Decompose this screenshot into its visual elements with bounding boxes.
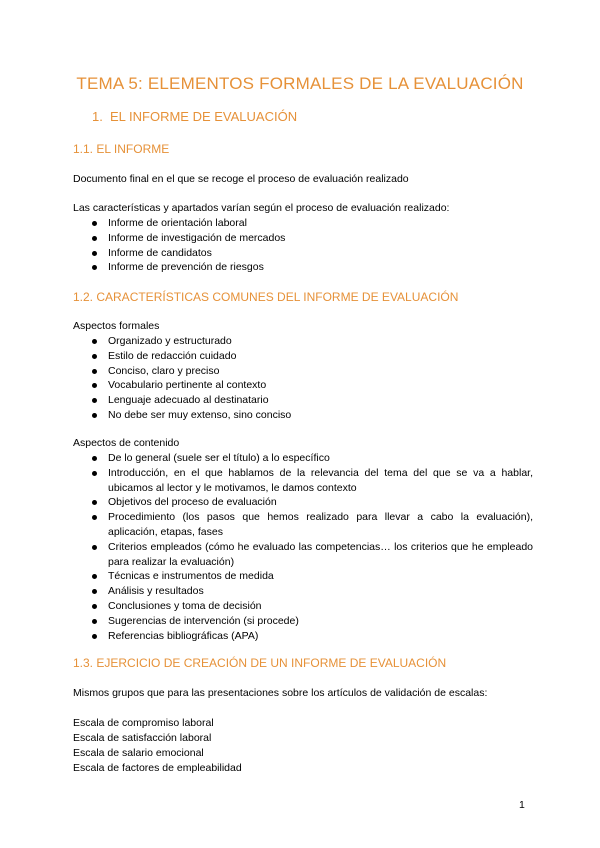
scale-line: Escala de satisfacción laboral — [73, 732, 212, 744]
exercise-intro: Mismos grupos que para las presentaciones sobre los artículos de validación de escalas: — [73, 687, 488, 699]
page-number: 1 — [519, 799, 525, 811]
list-item: Objetivos del proceso de evaluación — [73, 495, 533, 510]
page-title: TEMA 5: ELEMENTOS FORMALES DE LA EVALUACIÓN — [76, 74, 524, 93]
list-item: Vocabulario pertinente al contexto — [73, 378, 533, 393]
scale-line: Escala de factores de empleabilidad — [73, 762, 242, 774]
subsection-heading-1-3: 1.3. EJERCICIO DE CREACIÓN DE UN INFORME DE EVALUACIÓN — [73, 656, 447, 670]
informe-types-intro: Las características y apartados varían según el proceso de evaluación realizado: — [73, 202, 450, 214]
list-item: Introducción, en el que hablamos de la relevancia del tema del que se va a hablar, ubicamos al lector y le motivamos, le damos contexto — [73, 466, 533, 496]
formal-aspects-list — [73, 334, 533, 423]
list-item: Estilo de redacción cuidado — [73, 349, 533, 364]
informe-types-list — [73, 216, 533, 275]
informe-definition: Documento final en el que se recoge el proceso de evaluación realizado — [73, 173, 409, 185]
list-item: Análisis y resultados — [73, 584, 533, 599]
section-number: 1. — [92, 109, 103, 124]
list-item: Sugerencias de intervención (si procede) — [73, 614, 533, 629]
content-aspects-label: Aspectos de contenido — [73, 437, 180, 449]
list-item: Informe de prevención de riesgos — [73, 260, 533, 275]
subsection-heading-1-1: 1.1. EL INFORME — [73, 142, 170, 156]
list-item: Organizado y estructurado — [73, 334, 533, 349]
list-item: Criterios empleados (cómo he evaluado las competencias… los criterios que he empleado para realizar la evaluación) — [73, 540, 533, 570]
section-title: EL INFORME DE EVALUACIÓN — [110, 109, 298, 124]
section-heading-1 — [92, 109, 297, 125]
list-item: Conciso, claro y preciso — [73, 364, 533, 379]
scale-line: Escala de salario emocional — [73, 747, 204, 759]
list-item: Informe de investigación de mercados — [73, 231, 533, 246]
list-item: Procedimiento (los pasos que hemos realizado para llevar a cabo la evaluación), aplicación, etapas, fases — [73, 510, 533, 540]
list-item: Conclusiones y toma de decisión — [73, 599, 533, 614]
formal-aspects-label: Aspectos formales — [73, 320, 160, 332]
list-item: Informe de orientación laboral — [73, 216, 533, 231]
list-item: Referencias bibliográficas (APA) — [73, 629, 533, 644]
list-item: Informe de candidatos — [73, 246, 533, 261]
content-aspects-list — [73, 451, 533, 643]
subsection-heading-1-2: 1.2. CARACTERÍSTICAS COMUNES DEL INFORME DE EVALUACIÓN — [73, 290, 459, 304]
list-item: No debe ser muy extenso, sino conciso — [73, 408, 533, 423]
list-item: Lenguaje adecuado al destinatario — [73, 393, 533, 408]
scale-line: Escala de compromiso laboral — [73, 717, 214, 729]
list-item: Técnicas e instrumentos de medida — [73, 569, 533, 584]
list-item: De lo general (suele ser el título) a lo específico — [73, 451, 533, 466]
